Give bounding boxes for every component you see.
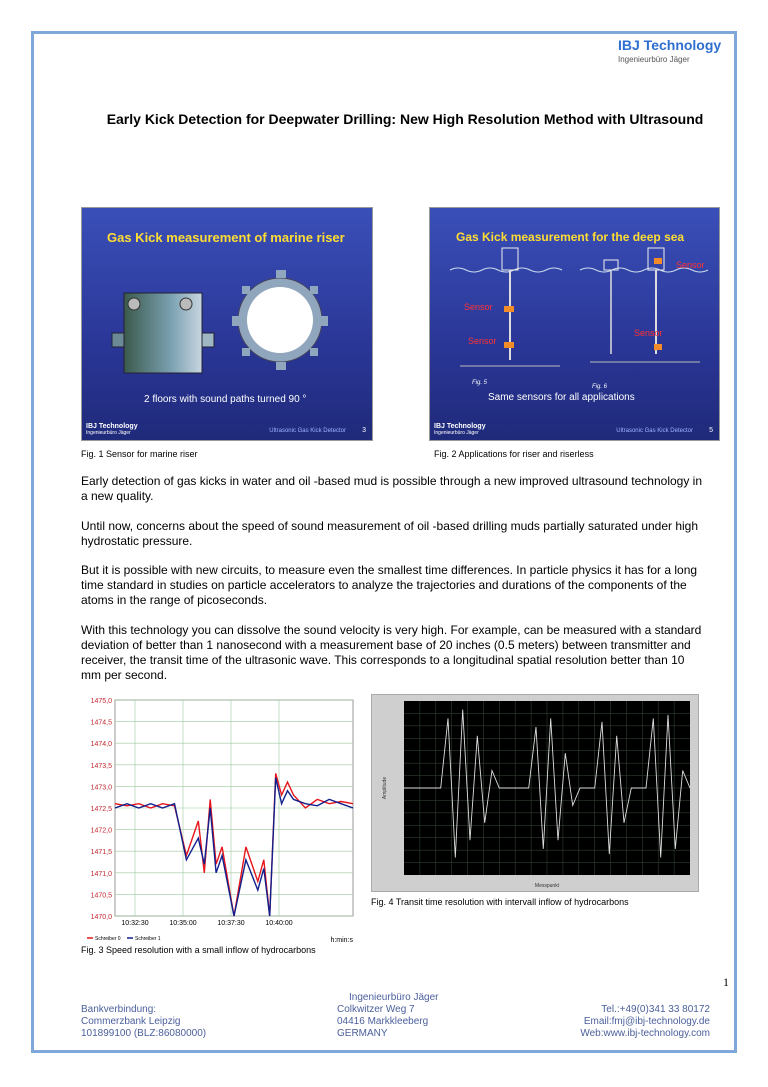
figure-2-caption: Fig. 2 Applications for riser and riserless (434, 449, 594, 459)
sensor-label: Sensor (634, 328, 663, 338)
paragraph: Early detection of gas kicks in water and oil -based mud is possible through a new improved ultrasound technology in a new quality. (81, 474, 703, 503)
riser-sensor-drawing (82, 208, 372, 440)
x-tick-label: 10:32:30 (121, 920, 149, 927)
footer-address: Ingenieurbüro Jäger Colkwitzer Weg 7 04416 Markkleeberg GERMANY (337, 992, 439, 1039)
slide-number: 5 (709, 427, 713, 434)
figure-3-caption: Fig. 3 Speed resolution with a small inflow of hydrocarbons (81, 945, 316, 955)
paragraph: But it is possible with new circuits, to measure even the smallest time differences. In particle physics it has for a long time standard in studies on particle accelerators to analyze the trajectories and durations of the components of the atoms in the range of picoseconds. (81, 563, 698, 607)
fig-6-label: Fig. 6 (592, 384, 608, 390)
figure-3-chart (81, 692, 359, 944)
slide-footer: Ultrasonic Gas Kick Detector (269, 428, 346, 434)
x-tick-label: 10:35:00 (169, 920, 197, 927)
y-tick-label: 1470,5 (90, 892, 112, 900)
deep-sea-drawing (430, 208, 719, 440)
slide-title: Gas Kick measurement for the deep sea (456, 230, 685, 244)
email-link[interactable]: Email:fmj@ibj-technology.de (583, 1016, 710, 1027)
y-axis-label: Amplitude (382, 776, 388, 800)
transit-time-chart (372, 695, 698, 891)
paragraph: With this technology you can dissolve the sound velocity is very high. For example, can be measured with a standard deviation of better than 1 nanosecond with a measurement base of 20 inches (0.5 meters) between transmitter and receiver, the transit time of the ultrasonic wave. This corresponds to a longitudinal spatial resolution better than 10 mm per second. (81, 623, 702, 682)
slide-caption: 2 floors with sound paths turned 90 ° (144, 394, 307, 405)
figure-4-caption: Fig. 4 Transit time resolution with intervall inflow of hydrocarbons (371, 897, 629, 907)
company-header (618, 37, 732, 64)
slide-caption: Same sensors for all applications (488, 392, 635, 403)
sensor-label: Sensor (464, 302, 493, 312)
web-link[interactable]: Web:www.ibj-technology.com (580, 1028, 710, 1039)
sensor-label: Sensor (468, 336, 497, 346)
slide-number: 3 (362, 427, 366, 434)
y-tick-label: 1475,0 (90, 698, 112, 705)
y-tick-label: 1471,0 (90, 870, 112, 878)
footer-contact: Tel.:+49(0)341 33 80172 Email:fmj@ibj-technology.de Web:www.ibj-technology.com (580, 1004, 710, 1039)
fig-5-label: Fig. 5 (472, 380, 488, 386)
x-axis-label: h:min:s (330, 937, 353, 944)
sensor-label: Sensor (676, 260, 705, 270)
figure-2-slide (429, 207, 720, 441)
x-tick-label: 10:37:30 (217, 920, 245, 927)
legend-label: Schreiber 0 (95, 936, 121, 942)
company-subtitle: Ingenieurbüro Jäger (618, 55, 690, 64)
speed-line-chart (81, 692, 359, 944)
y-tick-label: 1472,0 (90, 827, 112, 835)
figure-1-caption: Fig. 1 Sensor for marine riser (81, 449, 198, 459)
x-tick-label: 10:40:00 (265, 920, 293, 927)
page-number: 1 (723, 975, 729, 989)
document-title: Early Kick Detection for Deepwater Drilling: New High Resolution Method with Ultrasound (106, 111, 704, 127)
y-tick-label: 1472,5 (90, 806, 112, 813)
company-name: IBJ Technology (618, 37, 722, 53)
y-tick-label: 1473,5 (90, 762, 112, 770)
y-tick-label: 1474,5 (90, 719, 112, 727)
footer-bank: Bankverbindung: Commerzbank Leipzig 101899100 (BLZ:86080000) (81, 1004, 207, 1039)
y-tick-label: 1473,0 (90, 784, 112, 792)
y-tick-label: 1471,5 (90, 849, 112, 857)
paragraph: Until now, concerns about the speed of sound measurement of oil -based drilling muds partially saturated under high hydrostatic pressure. (81, 519, 699, 548)
x-axis-label: Messpunkt (534, 883, 560, 889)
figure-4-chart (371, 694, 699, 892)
slide-brand: IBJ Technology Ingenieurbüro Jäger (86, 423, 138, 436)
legend-label: Schreiber 1 (135, 936, 161, 942)
figure-1-slide (81, 207, 373, 441)
y-tick-label: 1474,0 (90, 741, 112, 749)
slide-footer: Ultrasonic Gas Kick Detector (616, 428, 693, 434)
slide-title: Gas Kick measurement of marine riser (107, 230, 345, 245)
slide-brand: IBJ Technology Ingenieurbüro Jäger (434, 423, 486, 436)
y-tick-label: 1470,0 (90, 914, 112, 921)
